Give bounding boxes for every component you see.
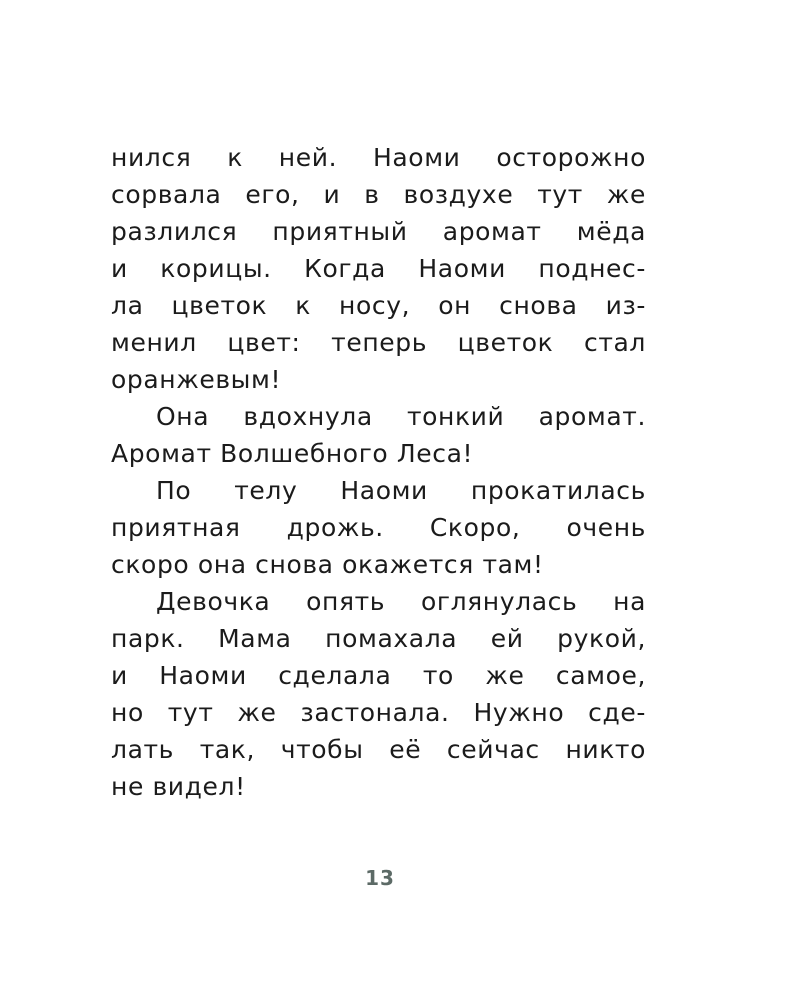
text-line: Аромат Волшебного Леса! <box>111 439 474 468</box>
text-line: ла цветок к носу, он снова из- <box>111 291 646 320</box>
text-line: менил цвет: теперь цветок стал <box>111 328 646 357</box>
text-line: нился к ней. Наоми осторожно <box>111 143 646 172</box>
text-line: лать так, чтобы её сейчас никто <box>111 735 646 764</box>
text-line: не видел! <box>111 772 246 801</box>
text-line: сорвала его, и в воздухе тут же <box>111 180 646 209</box>
text-line: По телу Наоми прокатилась <box>156 476 646 505</box>
text-line: парк. Мама помахала ей рукой, <box>111 624 646 653</box>
text-line: и корицы. Когда Наоми поднес- <box>111 254 646 283</box>
text-line: скоро она снова окажется там! <box>111 550 544 579</box>
text-line: и Наоми сделала то же самое, <box>111 661 646 690</box>
page-number: 13 <box>365 866 395 890</box>
text-line: разлился приятный аромат мёда <box>111 217 646 246</box>
text-line: оранжевым! <box>111 365 282 394</box>
text-line: приятная дрожь. Скоро, очень <box>111 513 646 542</box>
text-line: Она вдохнула тонкий аромат. <box>156 402 646 431</box>
text-line: но тут же застонала. Нужно сде- <box>111 698 646 727</box>
text-line: Девочка опять оглянулась на <box>156 587 646 616</box>
page-text <box>111 139 646 805</box>
